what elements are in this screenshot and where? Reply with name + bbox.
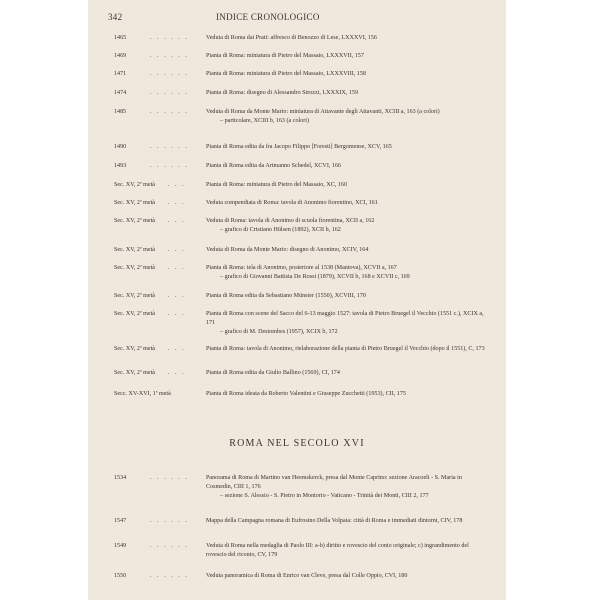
- entry-description: [206, 199, 486, 208]
- entry-date: 1474: [114, 90, 127, 96]
- entry-line: Pianta di Roma edita da Sebastiano Münster (1550), XCVIII, 170: [206, 293, 366, 299]
- entry-subline: – particolare, XCIII b, 163 (a colori): [220, 117, 310, 124]
- entry-line: Veduta compendiata di Roma: tavola di Anonimo fiorentino, XCI, 161: [206, 200, 378, 206]
- leader-dots: . . . . . .: [150, 144, 189, 150]
- entry-line: Pianta di Roma edita da Giulio Ballino (1569), CI, 174: [206, 370, 340, 376]
- entry-line: Veduta di Roma: tavola di Anonimo di scuola fiorentina, XCII a, 162: [206, 218, 375, 224]
- entry-date: Sec. XV, 2ª metà: [114, 370, 156, 376]
- entry-date: Sec. XV, 2ª metà: [114, 200, 156, 206]
- entry-line: Pianta di Roma: miniatura di Pietro del Massaio, LXXXVII, 157: [206, 53, 364, 59]
- entry-date: 1493: [114, 163, 127, 169]
- entry-description: [206, 369, 486, 378]
- entry-date: 1485: [114, 109, 127, 115]
- entry-description: [206, 70, 486, 79]
- leader-dots: . . .: [168, 182, 186, 188]
- leader-dots: . . .: [168, 293, 186, 299]
- entry-line: Pianta di Roma edita da fra Jacopo Filippo [Foresti] Bergomense, XCV, 165: [206, 144, 392, 150]
- entry-line: Pianta di Roma: tavola di Anonimo, rielaborazione della pianta di Pietro Bruegel il Vecchio (dopo il 1551), C, 173: [206, 346, 485, 352]
- running-title: INDICE CRONOLOGICO: [216, 12, 320, 22]
- entry-line: Pianta di Roma: miniatura di Pietro del Massaio, XC, 160: [206, 182, 347, 188]
- entry-date: Sec. XV, 2ª metà: [114, 218, 156, 224]
- entry-subline: – grafico di M. Destombes (1957), XCIX b, 172: [220, 328, 338, 335]
- entry-date: 1550: [114, 573, 127, 579]
- leader-dots: . . .: [168, 265, 186, 271]
- entry-description: [206, 143, 486, 152]
- entry-subline: – grafico di Giovanni Battista De Rossi (1879), XCVII b, 168 e XCVII c, 169: [220, 273, 410, 280]
- entry-description: [206, 542, 486, 560]
- entry-subline: – sezione S. Alessio - S. Pietro in Montorio - Vaticano - Trinità dei Monti, CIII 2, 177: [220, 492, 429, 499]
- leader-dots: . . . . . .: [150, 518, 189, 524]
- leader-dots: . . . . . .: [150, 35, 189, 41]
- entry-description: [206, 292, 486, 301]
- leader-dots: . . . . . .: [150, 109, 189, 115]
- entry-description: [206, 517, 486, 526]
- entry-line: Pianta di Roma: miniatura di Pietro del Massaio, LXXXVIII, 158: [206, 71, 366, 77]
- leader-dots: . . . . . .: [150, 573, 189, 579]
- entry-description: [206, 345, 486, 354]
- page-number: 342: [108, 12, 123, 22]
- entry-date: 1490: [114, 144, 127, 150]
- leader-dots: . . .: [168, 370, 186, 376]
- leader-dots: . . .: [168, 218, 186, 224]
- entry-date: Sec. XV, 2ª metà: [114, 182, 156, 188]
- entry-description: [206, 34, 486, 43]
- entry-description: [206, 89, 486, 98]
- entry-subline: – grafico di Cristiano Hülsen (1892), XCII b, 162: [220, 226, 341, 233]
- entry-date: 1465: [114, 35, 127, 41]
- entry-line: Pianta di Roma: tela di Anonimo, posteriore al 1538 (Mantova), XCVII a, 167: [206, 265, 397, 271]
- leader-dots: . . .: [168, 200, 186, 206]
- entry-line: Panorama di Roma di Martino van Heemskerck, presa dal Monte Caprino: sezione Aracoeli - S. Maria in Cosmedin, CIII 1, 176: [206, 475, 462, 490]
- entry-line: Mappa della Campagna romana di Eufrosino Della Volpaia: città di Roma e immediati dintorni, CIV, 178: [206, 518, 463, 524]
- entry-line: Pianta di Roma con scene del Sacco del 6-13 maggio 1527: tavola di Pietro Bruegel il Vecchio (1551 c.), XCIX a, 171: [206, 311, 484, 326]
- entry-description: [206, 181, 486, 190]
- entry-description: [206, 108, 486, 126]
- leader-dots: . . . . . .: [150, 53, 189, 59]
- entry-date: 1471: [114, 71, 127, 77]
- leader-dots: . . . . . .: [150, 71, 189, 77]
- entry-line: Pianta di Roma edita da Artmanno Schedel, XCVI, 166: [206, 163, 342, 169]
- entry-date: Sec. XV, 2ª metà: [114, 293, 156, 299]
- leader-dots: . . . . . .: [150, 543, 189, 549]
- entry-description: [206, 390, 486, 399]
- entry-date: Sec. XV, 2ª metà: [114, 265, 156, 271]
- book-page: [88, 0, 506, 600]
- entry-description: [206, 572, 486, 581]
- entry-line: Veduta di Roma da Monte Mario: miniatura di Attavante degli Attavanti, XCIII a, 163 (a colori): [206, 109, 440, 115]
- leader-dots: . . . . . .: [150, 475, 189, 481]
- entry-date: Sec. XV, 2ª metà: [114, 247, 156, 253]
- entry-date: Sec. XV, 2ª metà: [114, 346, 156, 352]
- entry-description: [206, 246, 486, 255]
- entry-date: 1469: [114, 53, 127, 59]
- entry-line: Pianta di Roma ideata da Roberto Valentini e Giuseppe Zucchetti (1953), CII, 175: [206, 391, 406, 397]
- entry-line: Veduta di Roma da Monte Mario: disegno di Anonimo, XCIV, 164: [206, 247, 369, 253]
- entry-line: Pianta di Roma: disegno di Alessandro Strozzi, LXXXIX, 159: [206, 90, 358, 96]
- entry-description: [206, 310, 486, 336]
- entry-line: Veduta di Roma nella medaglia di Paolo III: a-b) diritto e rovescio del conio originale; c) ingrandimento del rovescio del riconio, CV, 179: [206, 543, 469, 558]
- entry-date: Sec. XV, 2ª metà: [114, 311, 156, 317]
- entry-date: 1547: [114, 518, 127, 524]
- entry-date: 1534: [114, 475, 127, 481]
- entry-description: [206, 217, 486, 235]
- leader-dots: . . . . . .: [150, 90, 189, 96]
- entry-date: 1549: [114, 543, 127, 549]
- entry-description: [206, 474, 486, 500]
- entry-description: [206, 264, 486, 282]
- entry-description: [206, 52, 486, 61]
- entry-line: Veduta di Roma dai Prati: affresco di Benozzo di Lese, LXXXVI, 156: [206, 35, 377, 41]
- leader-dots: . . .: [168, 346, 186, 352]
- leader-dots: . . . . . .: [150, 163, 189, 169]
- entry-date: Secc. XV-XVI, 1ª metà: [114, 391, 171, 397]
- section-title: ROMA NEL SECOLO XVI: [229, 438, 365, 449]
- entry-line: Veduta panoramica di Roma di Enrico van Cleve, presa dal Colle Oppio, CVI, 180: [206, 573, 408, 579]
- entry-description: [206, 162, 486, 171]
- leader-dots: . . .: [168, 247, 186, 253]
- leader-dots: . . .: [168, 311, 186, 317]
